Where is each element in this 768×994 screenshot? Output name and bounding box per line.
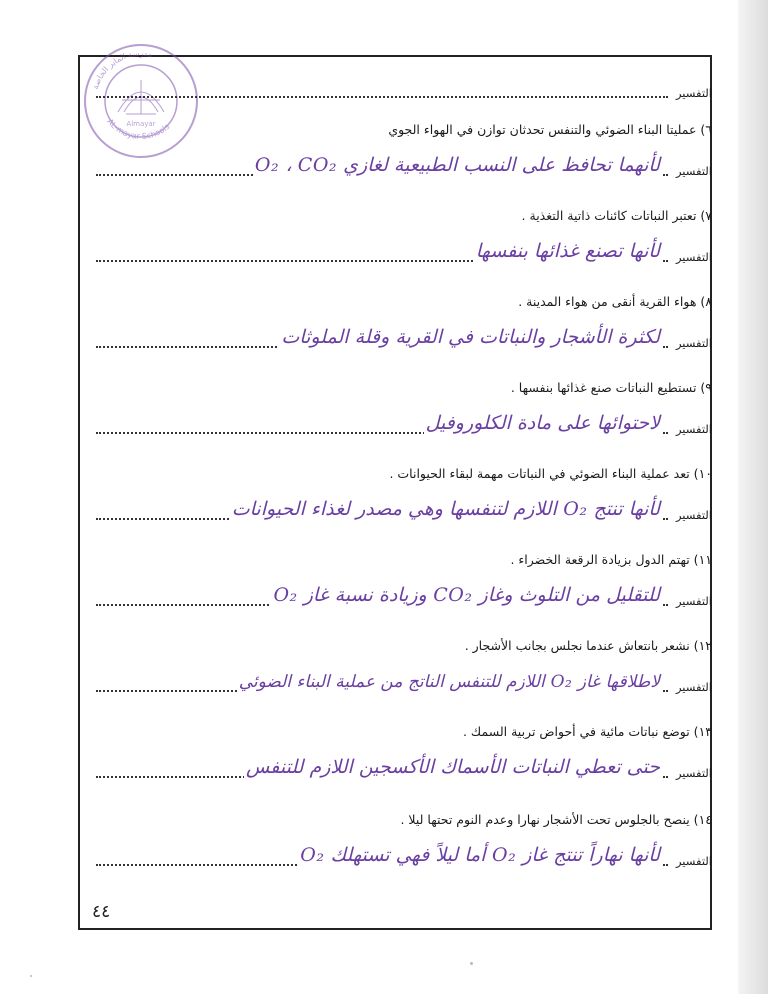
question-text: ١٢) نشعر بانتعاش عندما نجلس بجانب الأشجار .	[464, 638, 712, 653]
handwritten-answer: لكثرة الأشجار والنباتات في القرية وقلة الملوثات	[281, 326, 660, 348]
answer-row-6	[96, 150, 712, 180]
page-number: ٤٤	[92, 902, 111, 922]
answer-label: التفسير	[675, 164, 712, 178]
question-10	[96, 466, 712, 494]
question-text: ١٠) تعد عملية البناء الضوئي في النباتات مهمة لبقاء الحيوانات .	[389, 466, 712, 481]
answer-row-carryover	[96, 72, 712, 102]
question-text: ١٤) ينصح بالجلوس تحت الأشجار نهارا وعدم النوم تحتها ليلا .	[400, 812, 712, 827]
stamp-text-center: Almayar	[126, 120, 156, 128]
answer-label: التفسير	[675, 766, 712, 780]
answer-label: التفسير	[675, 250, 712, 264]
question-text: ٦) عمليتا البناء الضوئي والتنفس تحدثان توازن في الهواء الجوي	[388, 122, 712, 137]
page-edge-shadow	[738, 0, 768, 994]
handwritten-answer: لأنها تصنع غذائها بنفسها	[475, 240, 660, 262]
answer-row-11	[96, 580, 712, 610]
answer-row-14	[96, 840, 712, 870]
question-6	[96, 122, 712, 150]
question-9	[96, 380, 712, 408]
handwritten-answer: حتى تعطي النباتات الأسماك الأكسجين اللازم للتنفس	[246, 756, 660, 778]
answer-row-8	[96, 322, 712, 352]
question-11	[96, 552, 712, 580]
handwritten-answer: لأنهما تحافظ على النسب الطبيعية لغازي O₂ ، CO₂	[254, 154, 660, 176]
answer-label: التفسير	[675, 680, 712, 694]
handwritten-answer: للتقليل من التلوث وغاز CO₂ وزيادة نسبة غاز O₂	[273, 584, 660, 606]
answer-label: التفسير	[675, 86, 712, 100]
question-text: ١٣) توضع نباتات مائية في أحواض تربية السمك .	[462, 724, 712, 739]
question-text: ١١) تهتم الدول بزيادة الرقعة الخضراء .	[510, 552, 712, 567]
answer-label: التفسير	[675, 854, 712, 868]
question-text: ٧) تعتبر النباتات كائنات ذاتية التغذية .	[521, 208, 712, 223]
answer-label: التفسير	[675, 508, 712, 522]
answer-label: التفسير	[675, 422, 712, 436]
handwritten-answer: لاحتوائها على مادة الكلوروفيل	[425, 412, 660, 434]
answer-row-10	[96, 494, 712, 524]
question-14	[96, 812, 712, 840]
handwritten-answer: لأنها تنتج O₂ اللازم لتنفسها وهي مصدر لغذاء الحيوانات	[231, 498, 660, 520]
question-7	[96, 208, 712, 236]
answer-row-9	[96, 408, 712, 438]
scan-speck	[30, 975, 32, 977]
answer-label: التفسير	[675, 336, 712, 350]
question-text: ٩) تستطيع النباتات صنع غذائها بنفسها .	[510, 380, 712, 395]
question-12	[96, 638, 712, 666]
handwritten-answer: لأنها نهاراً تنتج غاز O₂ أما ليلاً فهي تستهلك O₂	[300, 844, 660, 866]
dotted-line	[96, 96, 668, 98]
question-8	[96, 294, 712, 322]
stamp-text-top: مدرسة الماير الخاصة	[90, 48, 154, 91]
answer-row-7	[96, 236, 712, 266]
answer-row-12	[96, 666, 712, 696]
answer-label: التفسير	[675, 594, 712, 608]
scan-speck	[470, 962, 473, 965]
question-text: ٨) هواء القرية أنقى من هواء المدينة .	[518, 294, 712, 309]
stamp-text-bottom: AL-mayar Schools	[105, 117, 172, 141]
answer-row-13	[96, 752, 712, 782]
handwritten-answer: لاطلاقها غاز O₂ اللازم للتنفس الناتج من عملية البناء الضوئي	[238, 672, 660, 692]
question-13	[96, 724, 712, 752]
